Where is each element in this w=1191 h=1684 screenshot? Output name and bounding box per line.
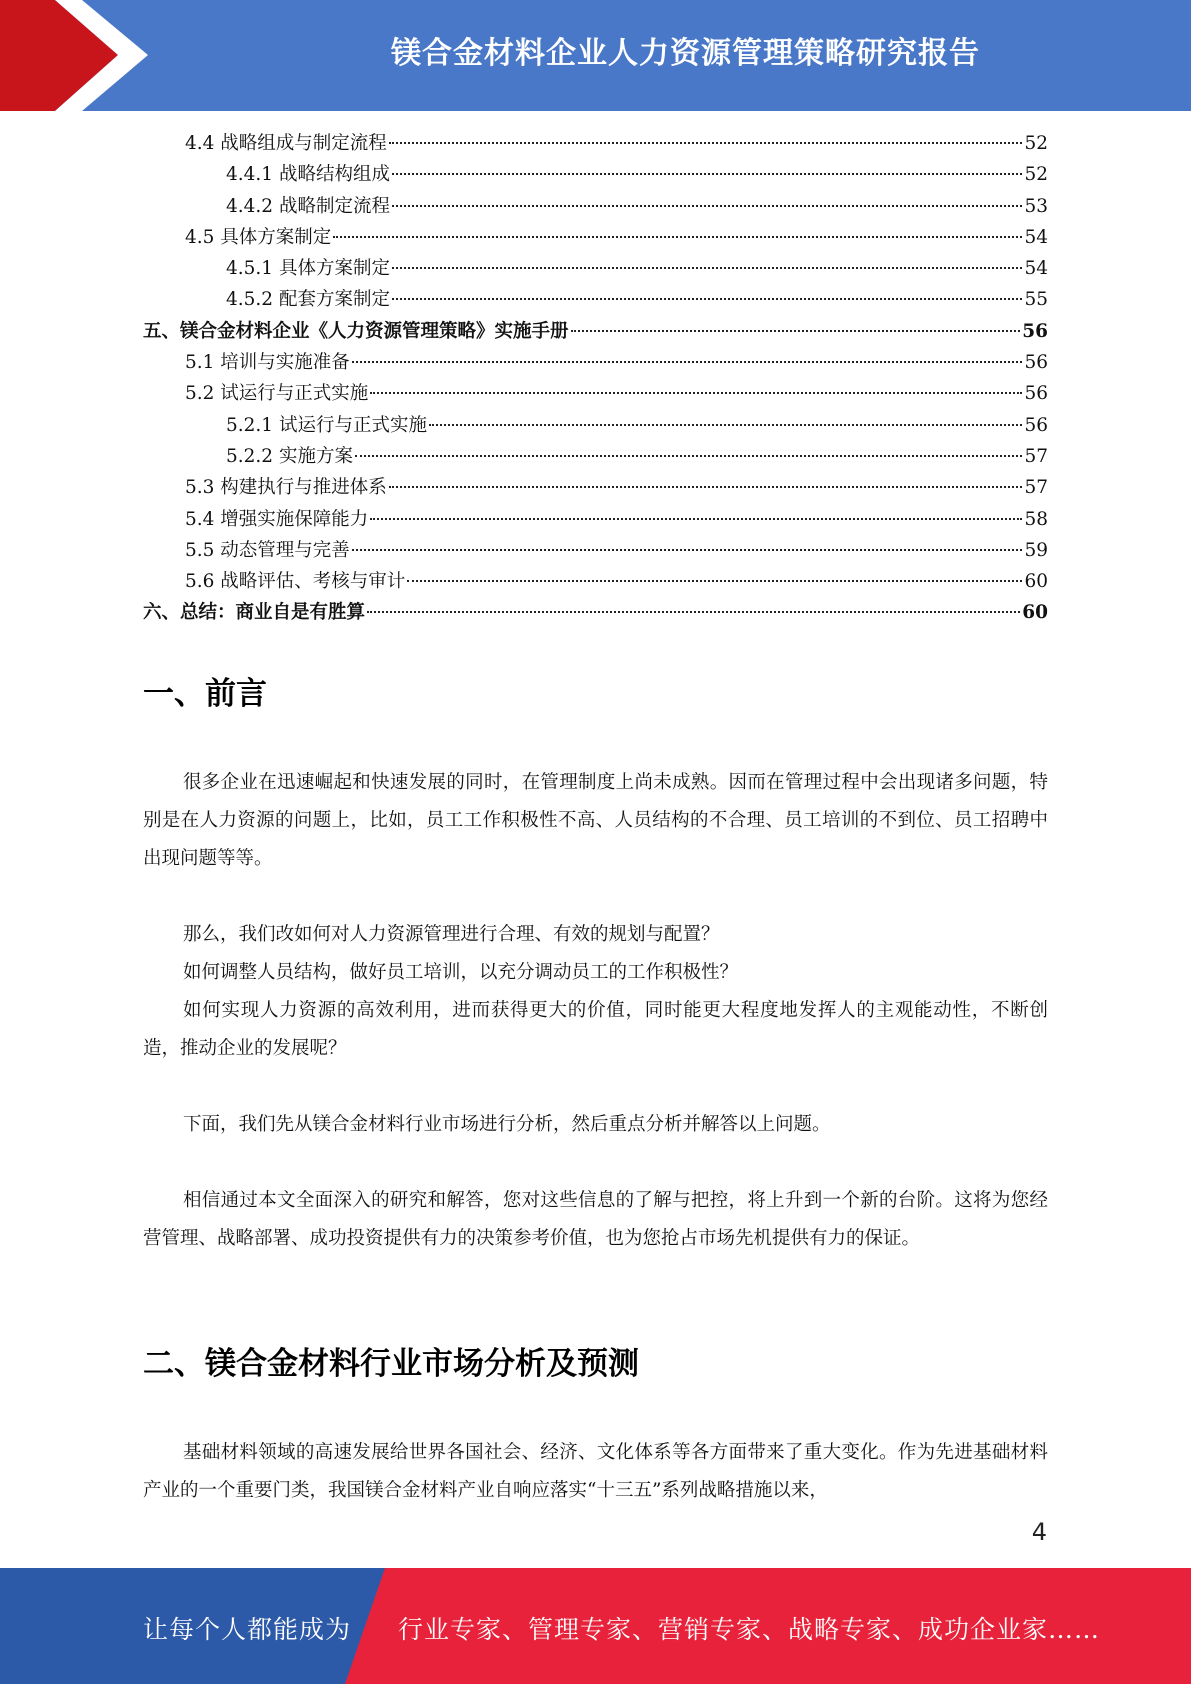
toc-entry-label: 5.2.1 试运行与正式实施 <box>226 414 427 436</box>
toc-entry[interactable] <box>143 566 1048 597</box>
toc-dot-leader <box>355 455 1023 457</box>
toc-entry[interactable] <box>143 191 1048 222</box>
preface-paragraph: 如何调整人员结构，做好员工培训，以充分调动员工的工作积极性？ <box>183 962 739 983</box>
toc-entry-page: 56 <box>1024 383 1048 405</box>
toc-entry-label: 六、总结：商业自是有胜算 <box>143 602 366 624</box>
toc-dot-leader <box>407 580 1022 582</box>
toc-entry-page: 55 <box>1024 289 1048 311</box>
toc-entry-page: 60 <box>1024 571 1048 593</box>
toc-entry[interactable] <box>143 159 1048 190</box>
toc-dot-leader <box>352 549 1023 551</box>
preface-paragraph: 相信通过本文全面深入的研究和解答，您对这些信息的了解与把控，将上升到一个新的台阶。这将为您经营管理、战略部署、成功投资提供有力的决策参考价值，也为您抢占市场先机提供有力的保证。 <box>143 1190 1048 1249</box>
toc-entry-label: 5.1 培训与实施准备 <box>185 352 350 374</box>
preface-paragraph: 很多企业在迅速崛起和快速发展的同时，在管理制度上尚未成熟。因而在管理过程中会出现诸多问题，特别是在人力资源的问题上，比如，员工工作积极性不高、人员结构的不合理、员工培训的不到位、员工招聘中出现问题等等。 <box>143 772 1048 869</box>
toc-dot-leader <box>333 236 1022 238</box>
market-paragraph: 基础材料领域的高速发展给世界各国社会、经济、文化体系等各方面带来了重大变化。作为先进基础材料产业的一个重要门类，我国镁合金材料产业自响应落实“十三五”系列战略措施以来， <box>143 1442 1048 1501</box>
section-heading-preface: 一、前言 <box>143 676 267 712</box>
toc-entry[interactable] <box>143 253 1048 284</box>
toc-entry-label: 4.5.1 具体方案制定 <box>226 258 390 280</box>
toc-dot-leader <box>392 267 1022 269</box>
toc-entry-page: 57 <box>1024 445 1048 467</box>
preface-paragraph: 如何实现人力资源的高效利用，进而获得更大的价值，同时能更大程度地发挥人的主观能动性，不断创造，推动企业的发展呢？ <box>143 1000 1048 1059</box>
toc-entry-label: 五、镁合金材料企业《人力资源管理策略》实施手册 <box>143 320 569 342</box>
toc-entry[interactable] <box>143 472 1048 503</box>
toc-entry-page: 54 <box>1024 226 1048 248</box>
toc-dot-leader <box>370 392 1022 394</box>
toc-entry-page: 56 <box>1024 352 1048 374</box>
page-header <box>0 0 1191 111</box>
toc-entry[interactable] <box>143 535 1048 566</box>
toc-entry-page: 54 <box>1024 258 1048 280</box>
toc-dot-leader <box>370 518 1022 520</box>
toc-entry[interactable] <box>143 441 1048 472</box>
toc-entry-label: 4.5 具体方案制定 <box>185 226 332 248</box>
toc-entry[interactable] <box>143 284 1048 315</box>
footer-slogan-right: 行业专家、管理专家、营销专家、战略专家、成功企业家…… <box>398 1615 1101 1644</box>
toc-entry-chapter[interactable] <box>143 316 1048 347</box>
toc-entry-label: 5.4 增强实施保障能力 <box>185 508 369 530</box>
toc-dot-leader <box>571 330 1021 332</box>
toc-entry-page: 52 <box>1024 164 1048 186</box>
toc-entry-page: 53 <box>1024 195 1048 217</box>
page-number: 4 <box>1031 1518 1047 1546</box>
toc-dot-leader <box>389 142 1023 144</box>
toc-entry-page: 56 <box>1024 414 1048 436</box>
toc-entry-label: 5.3 构建执行与推进体系 <box>185 477 387 499</box>
toc-dot-leader <box>392 205 1022 207</box>
toc-entry[interactable] <box>143 410 1048 441</box>
toc-entry-chapter[interactable] <box>143 597 1048 628</box>
footer-slogan-left: 让每个人都能成为 <box>143 1615 352 1644</box>
toc-entry-label: 4.5.2 配套方案制定 <box>226 289 390 311</box>
toc-dot-leader <box>352 361 1023 363</box>
toc-dot-leader <box>367 611 1020 613</box>
toc-entry[interactable] <box>143 378 1048 409</box>
toc-entry-label: 4.4.1 战略结构组成 <box>226 164 390 186</box>
toc-entry-label: 5.2.2 实施方案 <box>226 445 353 467</box>
toc-entry[interactable] <box>143 347 1048 378</box>
toc-entry-label: 4.4.2 战略制定流程 <box>226 195 390 217</box>
section-heading-market: 二、镁合金材料行业市场分析及预测 <box>143 1346 639 1382</box>
toc-dot-leader <box>429 424 1022 426</box>
toc-dot-leader <box>392 173 1022 175</box>
toc-entry-label: 5.5 动态管理与完善 <box>185 539 350 561</box>
toc-entry[interactable] <box>143 128 1048 159</box>
toc-entry-page: 60 <box>1022 602 1048 624</box>
preface-paragraph: 下面，我们先从镁合金材料行业市场进行分析，然后重点分析并解答以上问题。 <box>183 1114 831 1135</box>
toc-entry-page: 56 <box>1022 320 1048 342</box>
toc-entry[interactable] <box>143 504 1048 535</box>
toc-entry-page: 58 <box>1024 508 1048 530</box>
toc-entry-page: 59 <box>1024 539 1048 561</box>
toc-dot-leader <box>392 298 1022 300</box>
toc-entry-label: 4.4 战略组成与制定流程 <box>185 133 387 154</box>
toc-entry[interactable] <box>143 222 1048 253</box>
page-footer <box>0 1568 1191 1684</box>
toc-entry-label: 5.6 战略评估、考核与审计 <box>185 571 406 593</box>
toc-entry-page: 52 <box>1024 133 1048 154</box>
preface-paragraph: 那么，我们改如何对人力资源管理进行合理、有效的规划与配置？ <box>183 924 720 945</box>
document-title: 镁合金材料企业人力资源管理策略研究报告 <box>391 36 980 71</box>
toc-entry-page: 57 <box>1024 477 1048 499</box>
table-of-contents <box>143 128 1048 629</box>
toc-dot-leader <box>389 486 1023 488</box>
toc-entry-label: 5.2 试运行与正式实施 <box>185 383 369 405</box>
